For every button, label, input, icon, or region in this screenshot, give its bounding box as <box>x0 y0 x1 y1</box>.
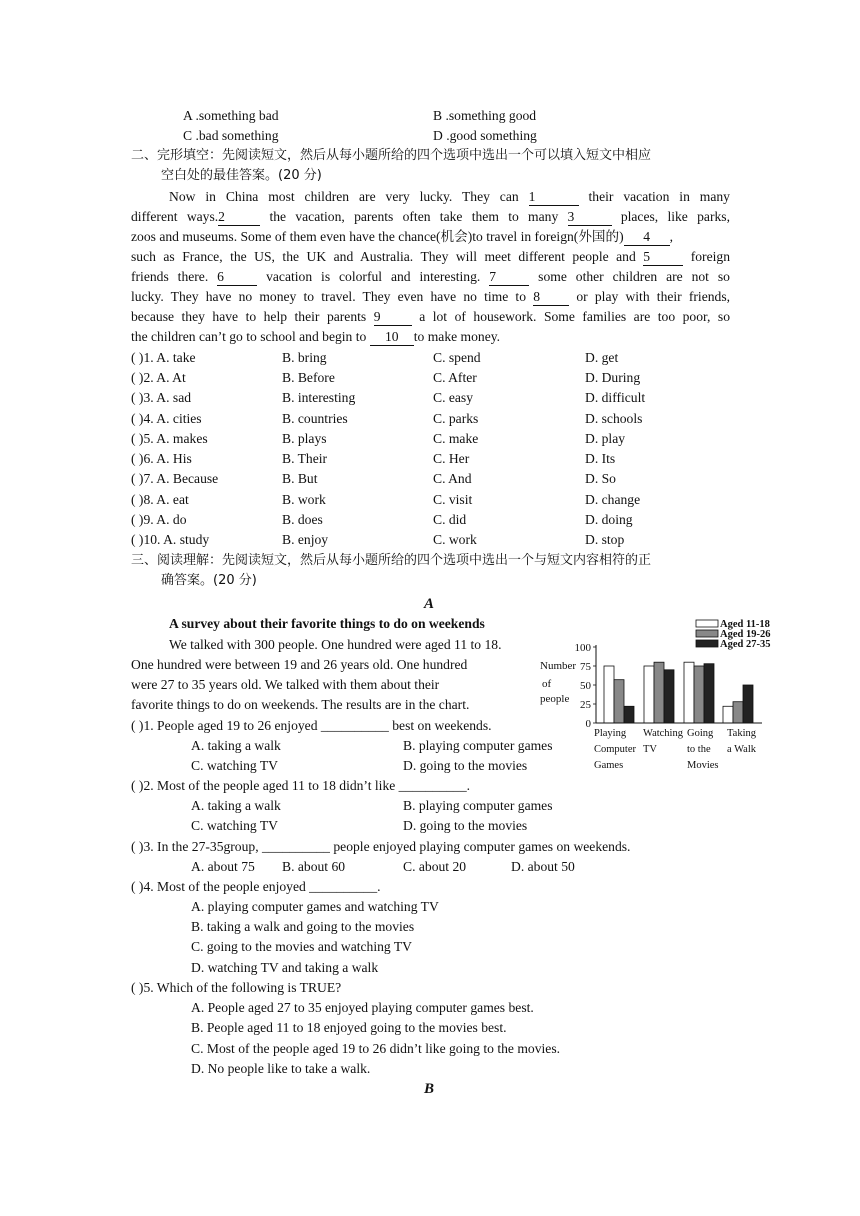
bar-1-3 <box>624 706 634 723</box>
cloze-q2-option-d: D. During <box>585 370 641 385</box>
survey-title: A survey about their favorite things to do on weekends <box>169 616 485 631</box>
legend-label-3: Aged 27-35 <box>720 639 771 650</box>
survey-text: were 27 to 35 years old. We talked with them about their <box>131 677 440 692</box>
bar-2-3 <box>664 670 674 723</box>
cloze-q5-option-a: ( )5. A. makes <box>131 431 208 446</box>
cloze-q4-option-b: B. countries <box>282 411 348 426</box>
y-tick-label-0: 0 <box>585 718 591 730</box>
x-label-4-2: a Walk <box>727 744 756 755</box>
reading-q3-d: D. about 50 <box>511 859 575 874</box>
cloze-q2-option-a: ( )2. A. At <box>131 370 186 385</box>
y-label-line-2: of <box>542 678 552 690</box>
reading-q2-a: A. taking a walk <box>191 798 281 813</box>
cloze-q4-option-d: D. schools <box>585 411 643 426</box>
section3-heading: 三、阅读理解：先阅读短文，然后从每小题所给的四个选项中选出一个与短文内容相符的正 <box>131 553 652 568</box>
option-a: A .something bad <box>183 108 279 123</box>
reading-q3-stem: ( )3. In the 27-35group, __________ people enjoyed playing computer games on weekends. <box>131 839 631 854</box>
blank-10: 10 <box>370 329 414 346</box>
reading-q2-c: C. watching TV <box>191 818 278 833</box>
section3-heading-cont: 确答案。(20 分) <box>161 573 257 588</box>
reading-q1-a: A. taking a walk <box>191 738 281 753</box>
passage-line: because they have to help their parents 9 a lot of housework. Some families are too poor, so <box>131 309 730 324</box>
blank-1: 1 <box>529 189 579 206</box>
cloze-q9-option-c: C. did <box>433 512 467 527</box>
passage-line: lucky. They have no money to travel. They even have no time to 8 or play with their friends, <box>131 289 731 304</box>
reading-q3-c: C. about 20 <box>403 859 467 874</box>
part-a-letter: A <box>424 596 435 612</box>
x-label-2-2: TV <box>643 744 657 755</box>
chart-x-labels <box>594 728 757 771</box>
x-label-1-3: Games <box>594 760 624 771</box>
cloze-q6-option-b: B. Their <box>282 451 328 466</box>
cloze-q8-option-b: B. work <box>282 492 326 507</box>
cloze-q8-option-a: ( )8. A. eat <box>131 492 189 507</box>
passage-line: zoos and museums. Some of them even have the chance(机会)to travel in foreign(外国的) 4 , <box>131 229 674 244</box>
survey-bar-chart <box>536 614 776 774</box>
legend-label-2: Aged 19-26 <box>720 629 771 640</box>
cloze-q4-option-a: ( )4. A. cities <box>131 411 202 426</box>
survey-text: favorite things to do on weekends. The results are in the chart. <box>131 697 470 712</box>
reading-q2-b: B. playing computer games <box>403 798 553 813</box>
y-tick-label-25: 25 <box>580 699 591 711</box>
bar-3-3 <box>704 664 714 723</box>
bar-4-3 <box>743 685 753 723</box>
cloze-q8-option-c: C. visit <box>433 492 473 507</box>
x-label-3-2: to the <box>687 744 711 755</box>
blank-9: 9 <box>374 309 412 326</box>
blank-3: 3 <box>568 209 612 226</box>
y-tick-label-50: 50 <box>580 680 591 692</box>
survey-text: One hundred were between 19 and 26 years old. One hundred <box>131 657 468 672</box>
chart-y-axis-label <box>540 660 576 705</box>
bar-4-2 <box>733 702 743 723</box>
cloze-q2-option-b: B. Before <box>282 370 335 385</box>
bar-1-1 <box>604 666 614 723</box>
x-label-4-1: Taking <box>727 728 757 739</box>
cloze-q5-option-d: D. play <box>585 431 626 446</box>
option-d: D .good something <box>433 128 537 143</box>
cloze-q8-option-d: D. change <box>585 492 641 507</box>
reading-q4-b: B. taking a walk and going to the movies <box>191 919 415 934</box>
cloze-q3-option-a: ( )3. A. sad <box>131 390 192 405</box>
blank-4: 4 <box>624 229 670 246</box>
cloze-q7-option-c: C. And <box>433 471 472 486</box>
section2-heading: 二、完形填空：先阅读短文，然后从每小题所给的四个选项中选出一个可以填入短文中相应 <box>131 148 652 163</box>
cloze-q10-option-a: ( )10. A. study <box>131 532 210 547</box>
cloze-q3-option-c: C. easy <box>433 390 474 405</box>
chart-y-ticks <box>575 642 597 730</box>
bar-4-1 <box>723 706 733 723</box>
blank-2: 2 <box>218 209 260 226</box>
bar-2-1 <box>644 666 654 723</box>
reading-q1-stem: ( )1. People aged 19 to 26 enjoyed __________ best on weekends. <box>131 718 492 733</box>
cloze-q9-option-a: ( )9. A. do <box>131 512 187 527</box>
cloze-q6-option-d: D. Its <box>585 451 616 466</box>
cloze-q10-option-c: C. work <box>433 532 477 547</box>
reading-q2-d: D. going to the movies <box>403 818 528 833</box>
bar-3-2 <box>694 666 704 723</box>
blank-7: 7 <box>489 269 529 286</box>
cloze-q6-option-a: ( )6. A. His <box>131 451 192 466</box>
chart-bars <box>604 662 753 723</box>
cloze-q7-option-b: B. But <box>282 471 318 486</box>
x-label-1-2: Computer <box>594 744 636 755</box>
y-tick-label-75: 75 <box>580 661 591 673</box>
reading-q1-c: C. watching TV <box>191 758 278 773</box>
blank-8: 8 <box>533 289 569 306</box>
cloze-q4-option-c: C. parks <box>433 411 479 426</box>
cloze-q5-option-b: B. plays <box>282 431 327 446</box>
x-label-3-1: Going <box>687 728 714 739</box>
passage-line: such as France, the US, the UK and Australia. They will meet different people and 5 foreign <box>131 249 730 264</box>
passage-line: friends there. 6 vacation is colorful and interesting. 7 some other children are not so <box>131 269 730 284</box>
survey-text: We talked with 300 people. One hundred were aged 11 to 18. <box>169 637 502 652</box>
cloze-q10-option-d: D. stop <box>585 532 625 547</box>
reading-q2-stem: ( )2. Most of the people aged 11 to 18 didn’t like __________. <box>131 778 471 793</box>
reading-q5-b: B. People aged 11 to 18 enjoyed going to the movies best. <box>191 1020 507 1035</box>
option-b: B .something good <box>433 108 537 123</box>
reading-q3-a: A. about 75 <box>191 859 255 874</box>
cloze-q10-option-b: B. enjoy <box>282 532 329 547</box>
reading-q3-b: B. about 60 <box>282 859 346 874</box>
section2-heading-cont: 空白处的最佳答案。(20 分) <box>161 168 322 183</box>
chart-legend <box>696 619 770 650</box>
legend-swatch-3 <box>696 640 718 647</box>
reading-q4-c: C. going to the movies and watching TV <box>191 939 412 954</box>
cloze-q6-option-c: C. Her <box>433 451 470 466</box>
passage-line: the children can’t go to school and begin to 10 to make money. <box>131 329 501 344</box>
reading-q5-d: D. No people like to take a walk. <box>191 1061 371 1076</box>
legend-swatch-1 <box>696 620 718 627</box>
cloze-q1-option-d: D. get <box>585 350 619 365</box>
reading-q4-d: D. watching TV and taking a walk <box>191 960 379 975</box>
reading-q4-stem: ( )4. Most of the people enjoyed __________. <box>131 879 381 894</box>
legend-swatch-2 <box>696 630 718 637</box>
bar-2-2 <box>654 662 664 723</box>
passage-line: Now in China most children are very lucky. They can 1 their vacation in many <box>169 189 730 204</box>
option-c: C .bad something <box>183 128 279 143</box>
x-label-1-1: Playing <box>594 728 627 739</box>
cloze-q1-option-c: C. spend <box>433 350 481 365</box>
part-b-letter: B <box>424 1081 435 1097</box>
reading-q5-a: A. People aged 27 to 35 enjoyed playing computer games best. <box>191 1000 534 1015</box>
cloze-q3-option-b: B. interesting <box>282 390 356 405</box>
x-label-2-1: Watching <box>643 728 683 739</box>
blank-6: 6 <box>217 269 257 286</box>
y-label-line-1: Number <box>540 660 577 672</box>
bar-3-1 <box>684 662 694 723</box>
cloze-q9-option-d: D. doing <box>585 512 633 527</box>
cloze-q3-option-d: D. difficult <box>585 390 646 405</box>
cloze-q1-option-b: B. bring <box>282 350 327 365</box>
legend-label-1: Aged 11-18 <box>720 619 770 630</box>
cloze-q1-option-a: ( )1. A. take <box>131 350 196 365</box>
passage-line: different ways.2 the vacation, parents often take them to many 3 places, like parks, <box>131 209 730 224</box>
reading-q5-stem: ( )5. Which of the following is TRUE? <box>131 980 342 995</box>
reading-q1-d: D. going to the movies <box>403 758 528 773</box>
reading-q1-b: B. playing computer games <box>403 738 553 753</box>
blank-5: 5 <box>643 249 683 266</box>
cloze-q7-option-a: ( )7. A. Because <box>131 471 219 486</box>
reading-q4-a: A. playing computer games and watching TV <box>191 899 439 914</box>
cloze-q9-option-b: B. does <box>282 512 323 527</box>
reading-q5-c: C. Most of the people aged 19 to 26 didn’t like going to the movies. <box>191 1041 561 1056</box>
y-label-line-3: people <box>540 693 570 705</box>
x-label-3-3: Movies <box>687 760 719 771</box>
cloze-q5-option-c: C. make <box>433 431 479 446</box>
y-tick-label-100: 100 <box>574 642 591 654</box>
bar-1-2 <box>614 680 624 723</box>
cloze-q7-option-d: D. So <box>585 471 616 486</box>
cloze-q2-option-c: C. After <box>433 370 477 385</box>
